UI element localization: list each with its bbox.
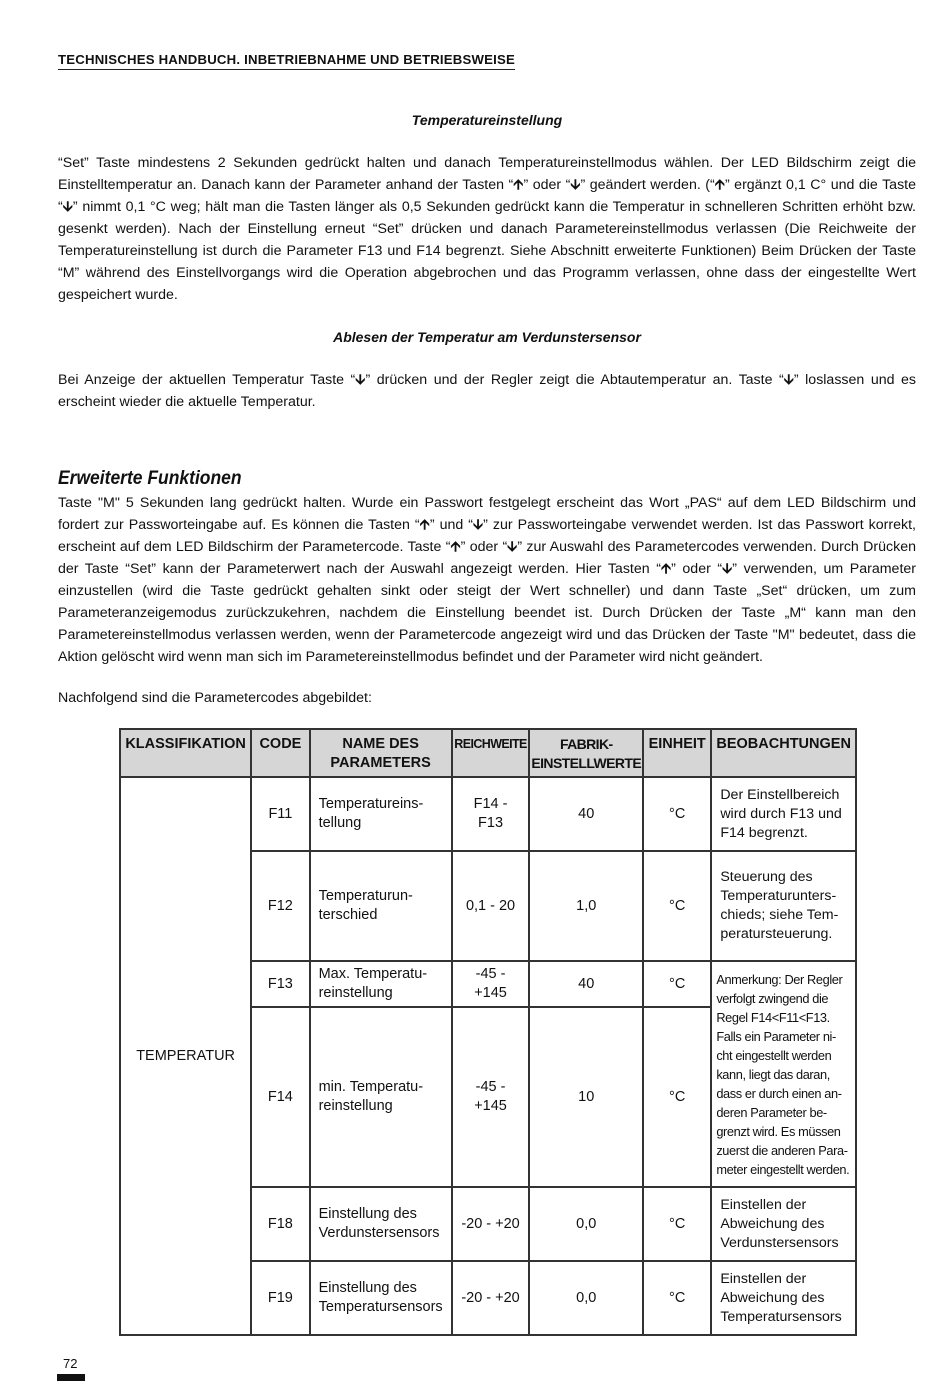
cell-range: -45 - +145 [452, 961, 530, 1007]
cell-unit: °C [643, 961, 711, 1007]
cell-factory: 40 [529, 961, 643, 1007]
arrow-down-icon: 🡫 [722, 561, 733, 577]
header-beobachtungen: BEOBACHTUNGEN [711, 729, 856, 777]
arrow-down-icon: 🡫 [62, 199, 73, 215]
paragraph-erweiterte-funktionen: Taste "M" 5 Sekunden lang gedrückt halten. Wurde ein Passwort festgelegt erscheint das Wort „PAS“ auf dem LED Bildschirm und fordert zur Passworteingabe auf. Es können die Tasten “🡩” und “🡫” zur Passworteingabe verwendet werden. Ist das Passwort korrekt, erscheint auf dem LED Bildschirm der Parametercode. Taste “🡩” oder “🡫” zur Auswahl des Parametercodes verwenden. Durch Drücken der Taste “Set” kann der Parameterwert nach der Auswahl angezeigt werden. Hier Tasten “🡩” oder “🡫” verwenden, um Parameter einzustellen (wird die Taste gedrückt gehalten sinkt oder steigt der Wert schneller) und dann Taste „Set“ drücken, um zum Parameteranzeigemodus zurückzukehren, nachdem die Einstellung beendet ist. Durch Drücken der Taste „M“ kann man den Parametereinstellmodus verlassen werden, wenn der Parametercode angezeigt wird und das Drücken der Taste "M" bedeutet, dass die Aktion gelöscht wird wenn man sich im Parametereinstellmodus befindet und der Parameter wird nicht geändert. [58, 495, 917, 665]
section-title-erweiterte-funktionen: Erweiterte Funktionen [58, 468, 242, 489]
cell-code: F14 [251, 1007, 309, 1187]
page-number-bar [57, 1374, 85, 1381]
cell-unit: °C [643, 1187, 711, 1261]
arrow-down-icon: 🡫 [355, 372, 366, 388]
section-title-temperatureinstellung: Temperatureinstellung [411, 112, 563, 128]
header-name: NAME DES PARAMETERS [310, 729, 452, 777]
cell-name: Einstellung des Verdunstersensors [310, 1187, 452, 1261]
cell-range: -20 - +20 [452, 1187, 530, 1261]
cell-code: F12 [251, 851, 309, 961]
header-klassifikation: KLASSIFIKATION [120, 729, 251, 777]
cell-name: Temperaturun-terschied [310, 851, 452, 961]
cell-unit: °C [643, 777, 711, 851]
arrow-up-icon: 🡩 [419, 517, 430, 533]
table-intro-text: Nachfolgend sind die Parametercodes abgebildet: [58, 690, 372, 706]
header-reichweite: REICHWEITE [452, 729, 530, 777]
cell-factory: 0,0 [529, 1261, 643, 1335]
cell-observation: Einstellen der Abweichung des Verdunstersensors [711, 1187, 856, 1261]
page-number: 72 [63, 1356, 78, 1371]
cell-observation-f13-f14: Anmerkung: Der Regler verfolgt zwingend die Regel F14<F11<F13. Falls ein Parameter ni-cht eingestellt werden kann, liegt das daran, dass er durch einen an-deren Parameter be-grenzt wird. Es müssen zuerst die anderen Para-meter eingestellt werden. [711, 961, 856, 1187]
cell-unit: °C [643, 851, 711, 961]
parameter-table [119, 728, 857, 1336]
arrow-down-icon: 🡫 [507, 539, 518, 555]
paragraph-temperatureinstellung: “Set” Taste mindestens 2 Sekunden gedrückt halten und danach Temperatureinstellmodus wählen. Der LED Bildschirm zeigt die Einstelltemperatur an. Danach kann der Parameter anhand der Tasten “🡩” oder “🡫” geändert werden. (“🡩” ergänzt 0,1 C° und die Taste “🡫” nimmt 0,1 °C weg; hält man die Tasten länger als 0,5 Sekunden gedrückt kann die Temperatur in schnelleren Schritten erhöht bzw. gesenkt werden). Nach der Einstellung erneut “Set” drücken und danach Parametereinstellmodus verlassen (Die Reichweite der Temperatureinstellung ist durch die Parameter F13 und F14 begrenzt. Siehe Abschnitt erweiterte Funktionen) Beim Drücken der Taste “M” während des Einstellvorgangs wird die Operation abgebrochen und das Programm verlassen, ohne dass der eingestellte Wert gespeichert wurde. [58, 155, 916, 303]
cell-factory: 1,0 [529, 851, 643, 961]
arrow-down-icon: 🡫 [783, 372, 794, 388]
cell-observation: Einstellen der Abweichung des Temperatursensors [711, 1261, 856, 1335]
cell-code: F18 [251, 1187, 309, 1261]
cell-range: -45 - +145 [452, 1007, 530, 1187]
cell-name: Einstellung des Temperatursensors [310, 1261, 452, 1335]
cell-range: -20 - +20 [452, 1261, 530, 1335]
arrow-up-icon: 🡩 [660, 561, 672, 577]
header-einheit: EINHEIT [643, 729, 711, 777]
cell-code: F13 [251, 961, 309, 1007]
cell-observation: Der Einstellbereich wird durch F13 und F14 begrenzt. [711, 777, 856, 851]
cell-klassifikation: TEMPERATUR [120, 777, 251, 1335]
arrow-up-icon: 🡩 [450, 539, 461, 555]
cell-name: Temperatureins-tellung [310, 777, 452, 851]
page-header: TECHNISCHES HANDBUCH. INBETRIEBNAHME UND BETRIEBSWEISE [58, 52, 515, 70]
header-code: CODE [251, 729, 309, 777]
cell-factory: 10 [529, 1007, 643, 1187]
cell-unit: °C [643, 1007, 711, 1187]
cell-range: 0,1 - 20 [452, 851, 530, 961]
cell-code: F19 [251, 1261, 309, 1335]
cell-factory: 40 [529, 777, 643, 851]
cell-factory: 0,0 [529, 1187, 643, 1261]
table-row [120, 777, 856, 851]
cell-observation: Steuerung des Temperaturunters-chieds; siehe Tem-peratursteuerung. [711, 851, 856, 961]
cell-unit: °C [643, 1261, 711, 1335]
cell-range: F14 - F13 [452, 777, 530, 851]
arrow-down-icon: 🡫 [472, 517, 484, 533]
cell-name: min. Temperatu-reinstellung [310, 1007, 452, 1187]
section-title-ablesen: Ablesen der Temperatur am Verdunstersensor [333, 329, 641, 345]
header-fabrik: FABRIK-EINSTELLWERTE [529, 729, 643, 777]
cell-code: F11 [251, 777, 309, 851]
paragraph-ablesen: Bei Anzeige der aktuellen Temperatur Taste “🡫” drücken und der Regler zeigt die Abtautemperatur an. Taste “🡫” loslassen und es erscheint wieder die aktuelle Temperatur. [58, 372, 916, 410]
arrow-up-icon: 🡩 [714, 177, 725, 193]
arrow-down-icon: 🡫 [570, 177, 581, 193]
arrow-up-icon: 🡩 [513, 177, 524, 193]
table-header-row [120, 729, 856, 777]
cell-name: Max. Temperatu-reinstellung [310, 961, 452, 1007]
